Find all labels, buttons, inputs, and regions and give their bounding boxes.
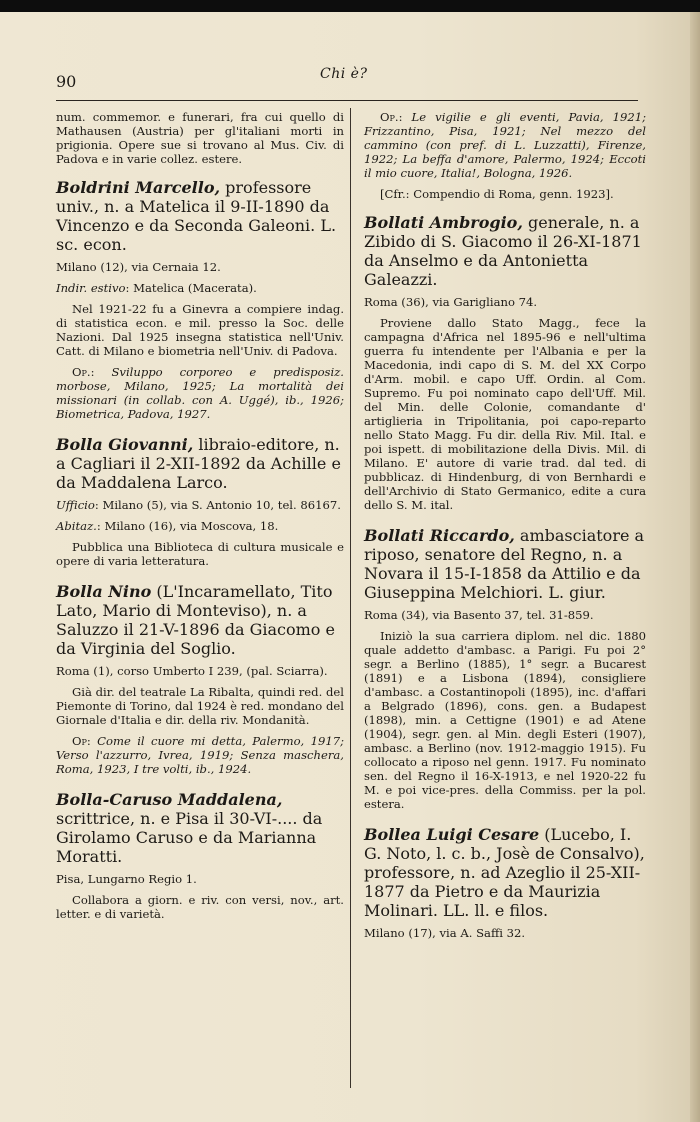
entry-heading	[364, 825, 646, 920]
entry-name: Bolla-Caruso Maddalena,	[56, 790, 283, 809]
page-number: 90	[56, 72, 77, 91]
entry-heading	[56, 178, 344, 254]
address: Milano (12), via Cernaia 12.	[56, 260, 221, 274]
entry-desc: (L'Incaramellato, Tito Lato, Mario di Monteviso), n. a Saluzzo il 21-V-1896 da Giacomo e da Virginia del Soglio.	[56, 582, 335, 658]
address: Roma (36), via Garigliano 74.	[364, 295, 538, 309]
biography: Proviene dallo Stato Magg., fece la campagna d'Africa nel 1895-96 e nell'ultima guerra fu intendente per l'Albania e per la Macedonia, indi capo di S. M. del XX Corpo d'Arm. mobil. e capo Uff. Ordin. al Com. Supremo. Fu poi nominato capo dell'Uff. Mil. del Min. delle Colonie, comandante d' artiglieria in Tripolitania, poi capo-reparto nello Stato Magg. Fu dir. della Riv. Mil. Ital. e poi ispett. di mobilitazione della Divis. Mil. di Milano. E' autore di varie trad. dal ted. di pubblicaz. di Hindenburg, di von Bernhardi e dell'Archivio di Stato Germanico, edite a cura dello S. M. ital.	[364, 316, 646, 512]
scan-top-band	[0, 0, 700, 12]
entry-name: Bollati Ambrogio,	[364, 213, 523, 232]
reference-note: [Cfr.: Compendio di Roma, genn. 1923].	[380, 187, 614, 201]
address: Pisa, Lungarno Regio 1.	[56, 872, 197, 886]
works: Op.: Sviluppo corporeo e predisposiz. morbose, Milano, 1925; La mortalità dei missionari (in collab. con A. Uggé), ib., 1926; Biometrica, Padova, 1927.	[56, 365, 344, 421]
entry-heading	[56, 582, 344, 658]
right-column	[364, 110, 646, 954]
address: Milano (17), via A. Saffi 32.	[364, 926, 526, 940]
address: Roma (1), corso Umberto I 239, (pal. Sciarra).	[56, 664, 328, 678]
entry-heading	[56, 790, 344, 866]
address-home: Abitaz.: Milano (16), via Moscova, 18.	[56, 519, 279, 533]
entry-name: Bollea Luigi Cesare	[364, 825, 540, 844]
entry-name: Boldrini Marcello,	[56, 178, 221, 197]
entry-desc: professore univ., n. a Matelica il 9-II-1890 da Vincenzo e da Seconda Galeoni. L. sc. econ.	[56, 178, 337, 254]
header-rule	[56, 100, 638, 101]
biography: Iniziò la sua carriera diplom. nel dic. 1880 quale addetto d'ambasc. a Parigi. Fu poi 2° segr. a Berlino (1885), 1° segr. a Bucarest (1891) e a Lisbona (1894), consigliere d'ambasc. a Costantinopoli (1895), inc. d'affari a Belgrado (1896), cons. gen. a Budapest (1898), min. a Cettigne (1901) e ad Atene (1904), segr. gen. al Min. degli Esteri (1907), ambasc. a Berlino (nov. 1912-maggio 1915). Fu collocato a riposo nel genn. 1917. Fu nominato sen. del Regno il 16-X-1913, e nel 1920-22 fu M. e poi vice-pres. della Commiss. per la pol. estera.	[364, 629, 646, 811]
entry-desc: libraio-editore, n. a Cagliari il 2-XII-1892 da Achille e da Maddalena Larco.	[56, 435, 341, 492]
works: Op: Come il cuore mi detta, Palermo, 1917; Verso l'azzurro, Ivrea, 1919; Senza maschera, Roma, 1923, I tre volti, ib., 1924.	[56, 734, 344, 776]
continuation-text: num. commemor. e funerari, fra cui quello di Mathausen (Austria) per gl'italiani morti in prigionia. Opere sue si trovano al Mus. Civ. di Padova e in varie collez. estere.	[56, 110, 344, 166]
entry-heading	[56, 435, 344, 492]
address: Roma (34), via Basento 37, tel. 31-859.	[364, 608, 594, 622]
column-divider	[350, 108, 351, 1088]
address-office: Ufficio: Milano (5), via S. Antonio 10, tel. 86167.	[56, 498, 341, 512]
entry-desc: ambasciatore a riposo, senatore del Regno, n. a Novara il 15-I-1858 da Attilio e da Giuseppina Melchiori. L. giur.	[364, 526, 645, 602]
entry-desc: generale, n. a Zibido di S. Giacomo il 26-XI-1871 da Anselmo e da Antonietta Galeazzi.	[364, 213, 642, 289]
biography: Pubblica una Biblioteca di cultura musicale e opere di varia letteratura.	[56, 540, 344, 568]
entry-bolla-giovanni	[56, 435, 344, 568]
entry-bollati-riccardo	[364, 526, 646, 811]
continuation-works: Op.: Le vigilie e gli eventi, Pavia, 1921; Frizzantino, Pisa, 1921; Nel mezzo del cammino (con pref. di L. Luzzatti), Firenze, 1922; La beffa d'amore, Palermo, 1924; Eccoti il mio cuore, Italia!, Bologna, 1926.	[364, 110, 647, 180]
entry-name: Bolla Giovanni,	[56, 435, 194, 454]
biography: Collabora a giorn. e riv. con versi, nov., art. letter. e di varietà.	[56, 893, 344, 921]
entry-desc: (Lucebo, I. G. Noto, l. c. b., Josè de Consalvo), professore, n. ad Azeglio il 25-XII-1877 da Pietro e da Maurizia Molinari. LL. ll. e filos.	[364, 825, 645, 920]
biography: Già dir. del teatrale La Ribalta, quindi red. del Piemonte di Torino, dal 1924 è red. mondano del Giornale d'Italia e dir. della riv. Mondanità.	[56, 685, 344, 727]
entry-bolla-nino	[56, 582, 344, 776]
running-head: Chi è?	[320, 66, 368, 82]
entry-bollati-ambrogio	[364, 213, 646, 512]
entry-heading	[364, 213, 646, 289]
page-edge	[690, 12, 700, 1122]
entry-bollea	[364, 825, 646, 940]
address-secondary: Indir. estivo: Matelica (Macerata).	[56, 281, 257, 295]
entry-name: Bollati Riccardo,	[364, 526, 515, 545]
entry-heading	[364, 526, 646, 602]
entry-name: Bolla Nino	[56, 582, 152, 601]
left-column	[56, 110, 344, 935]
biography: Nel 1921-22 fu a Ginevra a compiere indag. di statistica econ. e mil. presso la Soc. delle Nazioni. Dal 1925 insegna statistica nell'Univ. Catt. di Milano e biometria nell'Univ. di Padova.	[56, 302, 344, 358]
entry-boldrini	[56, 178, 344, 421]
entry-desc: scrittrice, n. e Pisa il 30-VI-.... da Girolamo Caruso e da Marianna Moratti.	[56, 809, 323, 866]
entry-bolla-caruso	[56, 790, 344, 921]
